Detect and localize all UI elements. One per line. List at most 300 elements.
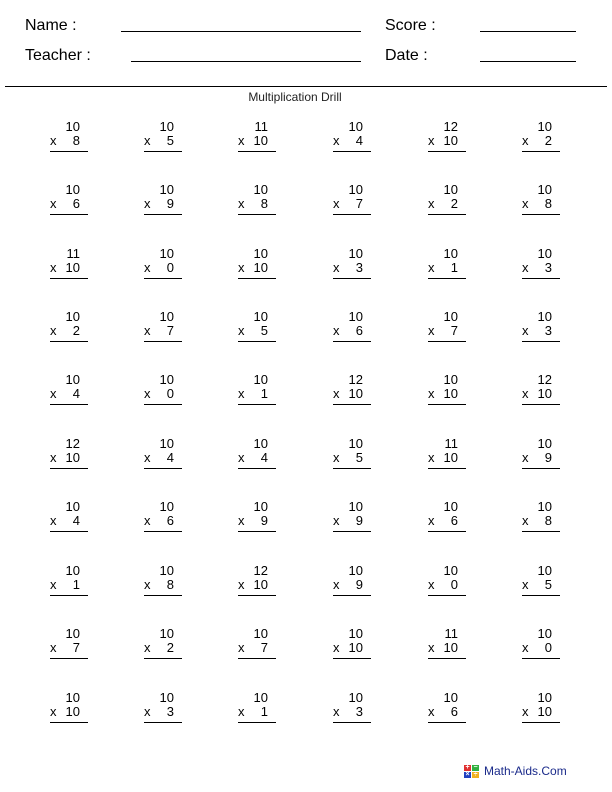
answer-line[interactable] bbox=[428, 658, 466, 659]
answer-line[interactable] bbox=[428, 341, 466, 342]
multiplier: 9 bbox=[355, 577, 363, 592]
multiplier: 0 bbox=[166, 386, 174, 401]
date-label: Date : bbox=[385, 47, 428, 64]
operator: x bbox=[144, 450, 151, 465]
answer-line[interactable] bbox=[50, 468, 88, 469]
operator: x bbox=[333, 704, 340, 719]
answer-line[interactable] bbox=[333, 214, 371, 215]
answer-line[interactable] bbox=[428, 722, 466, 723]
answer-line[interactable] bbox=[522, 151, 560, 152]
plus-icon: + bbox=[465, 763, 470, 771]
problem bbox=[428, 183, 466, 215]
problem bbox=[144, 120, 182, 152]
multiplicand: 10 bbox=[537, 119, 552, 134]
problem bbox=[428, 120, 466, 152]
score-field-line[interactable] bbox=[480, 31, 576, 32]
answer-line[interactable] bbox=[238, 595, 276, 596]
problem bbox=[144, 627, 182, 659]
multiplicand: 10 bbox=[159, 626, 174, 641]
problem bbox=[428, 627, 466, 659]
operator: x bbox=[428, 513, 435, 528]
problem bbox=[50, 627, 88, 659]
multiplicand: 10 bbox=[159, 309, 174, 324]
multiplier: 5 bbox=[544, 577, 552, 592]
multiplicand: 10 bbox=[159, 499, 174, 514]
multiplicand: 10 bbox=[443, 182, 458, 197]
problem bbox=[522, 183, 560, 215]
multiplicand: 11 bbox=[444, 436, 458, 451]
operator: x bbox=[522, 450, 529, 465]
multiplier: 10 bbox=[253, 133, 268, 148]
answer-line[interactable] bbox=[238, 722, 276, 723]
operator: x bbox=[144, 513, 151, 528]
multiplier: 2 bbox=[450, 196, 458, 211]
answer-line[interactable] bbox=[50, 214, 88, 215]
multiplier: 0 bbox=[450, 577, 458, 592]
multiplier: 9 bbox=[260, 513, 268, 528]
answer-line[interactable] bbox=[144, 404, 182, 405]
problem bbox=[50, 247, 88, 279]
answer-line[interactable] bbox=[333, 341, 371, 342]
answer-line[interactable] bbox=[333, 404, 371, 405]
multiplier: 6 bbox=[450, 513, 458, 528]
multiplicand: 11 bbox=[66, 246, 80, 261]
multiplier: 7 bbox=[355, 196, 363, 211]
problem bbox=[238, 437, 276, 469]
answer-line[interactable] bbox=[428, 404, 466, 405]
problem bbox=[333, 310, 371, 342]
multiplier: 8 bbox=[544, 513, 552, 528]
operator: x bbox=[522, 577, 529, 592]
answer-line[interactable] bbox=[522, 278, 560, 279]
answer-line[interactable] bbox=[238, 214, 276, 215]
operator: x bbox=[333, 386, 340, 401]
problem bbox=[238, 310, 276, 342]
date-field-line[interactable] bbox=[480, 61, 576, 62]
problem bbox=[50, 373, 88, 405]
answer-line[interactable] bbox=[50, 722, 88, 723]
footer-brand bbox=[464, 764, 567, 778]
multiplicand: 10 bbox=[443, 309, 458, 324]
multiplicand: 10 bbox=[348, 246, 363, 261]
multiplicand: 10 bbox=[348, 690, 363, 705]
answer-line[interactable] bbox=[522, 404, 560, 405]
multiplier: 7 bbox=[72, 640, 80, 655]
operator: x bbox=[144, 323, 151, 338]
multiplicand: 10 bbox=[159, 690, 174, 705]
multiplier: 8 bbox=[166, 577, 174, 592]
answer-line[interactable] bbox=[522, 468, 560, 469]
answer-line[interactable] bbox=[50, 341, 88, 342]
multiplicand: 10 bbox=[537, 309, 552, 324]
operator: x bbox=[333, 577, 340, 592]
answer-line[interactable] bbox=[428, 468, 466, 469]
multiplier: 4 bbox=[72, 386, 80, 401]
answer-line[interactable] bbox=[333, 722, 371, 723]
multiplier: 2 bbox=[72, 323, 80, 338]
multiplier: 9 bbox=[166, 196, 174, 211]
problem bbox=[144, 691, 182, 723]
operator: x bbox=[238, 386, 245, 401]
answer-line[interactable] bbox=[333, 595, 371, 596]
answer-line[interactable] bbox=[50, 531, 88, 532]
multiplier: 7 bbox=[450, 323, 458, 338]
multiplicand: 10 bbox=[253, 626, 268, 641]
operator: x bbox=[238, 513, 245, 528]
answer-line[interactable] bbox=[144, 151, 182, 152]
multiplicand: 10 bbox=[65, 372, 80, 387]
multiplicand: 10 bbox=[348, 499, 363, 514]
problem bbox=[522, 120, 560, 152]
problem bbox=[50, 564, 88, 596]
problem bbox=[333, 247, 371, 279]
problem bbox=[144, 500, 182, 532]
answer-line[interactable] bbox=[522, 341, 560, 342]
operator: x bbox=[333, 260, 340, 275]
multiplier: 10 bbox=[537, 386, 552, 401]
multiplier: 10 bbox=[443, 450, 458, 465]
operator: x bbox=[522, 196, 529, 211]
operator: x bbox=[50, 450, 57, 465]
multiplicand: 10 bbox=[159, 563, 174, 578]
problem bbox=[50, 183, 88, 215]
answer-line[interactable] bbox=[144, 531, 182, 532]
operator: x bbox=[50, 386, 57, 401]
multiplicand: 10 bbox=[348, 119, 363, 134]
answer-line[interactable] bbox=[50, 278, 88, 279]
problem bbox=[238, 183, 276, 215]
multiplier: 10 bbox=[65, 260, 80, 275]
multiplier: 4 bbox=[355, 133, 363, 148]
operator: x bbox=[50, 513, 57, 528]
name-label: Name : bbox=[25, 17, 77, 34]
answer-line[interactable] bbox=[522, 595, 560, 596]
multiplicand: 10 bbox=[537, 690, 552, 705]
problem bbox=[144, 183, 182, 215]
operator: x bbox=[522, 704, 529, 719]
multiplier: 3 bbox=[544, 323, 552, 338]
answer-line[interactable] bbox=[238, 341, 276, 342]
multiplicand: 10 bbox=[537, 182, 552, 197]
problem bbox=[238, 564, 276, 596]
operator: x bbox=[522, 513, 529, 528]
answer-line[interactable] bbox=[428, 278, 466, 279]
answer-line[interactable] bbox=[238, 468, 276, 469]
answer-line[interactable] bbox=[144, 468, 182, 469]
operator: x bbox=[144, 640, 151, 655]
answer-line[interactable] bbox=[333, 531, 371, 532]
operator: x bbox=[428, 133, 435, 148]
multiplicand: 12 bbox=[65, 436, 80, 451]
operator: x bbox=[238, 704, 245, 719]
multiplicand: 10 bbox=[65, 690, 80, 705]
answer-line[interactable] bbox=[333, 278, 371, 279]
answer-line[interactable] bbox=[238, 278, 276, 279]
multiplier: 5 bbox=[166, 133, 174, 148]
operator: x bbox=[144, 577, 151, 592]
multiplicand: 10 bbox=[253, 182, 268, 197]
operator: x bbox=[333, 640, 340, 655]
multiplier: 3 bbox=[544, 260, 552, 275]
multiplicand: 10 bbox=[348, 436, 363, 451]
answer-line[interactable] bbox=[50, 404, 88, 405]
answer-line[interactable] bbox=[50, 595, 88, 596]
multiplier: 6 bbox=[450, 704, 458, 719]
operator: x bbox=[238, 133, 245, 148]
answer-line[interactable] bbox=[144, 341, 182, 342]
answer-line[interactable] bbox=[522, 214, 560, 215]
problem bbox=[428, 691, 466, 723]
multiplier: 8 bbox=[260, 196, 268, 211]
answer-line[interactable] bbox=[144, 722, 182, 723]
multiplicand: 10 bbox=[537, 436, 552, 451]
problem bbox=[144, 247, 182, 279]
multiplicand: 10 bbox=[253, 436, 268, 451]
minus-icon: − bbox=[473, 763, 478, 771]
multiplier: 4 bbox=[260, 450, 268, 465]
multiplier: 9 bbox=[355, 513, 363, 528]
operator: x bbox=[238, 640, 245, 655]
multiplicand: 10 bbox=[65, 626, 80, 641]
answer-line[interactable] bbox=[144, 278, 182, 279]
multiplier: 6 bbox=[166, 513, 174, 528]
operator: x bbox=[144, 704, 151, 719]
operator: x bbox=[522, 386, 529, 401]
multiplier: 2 bbox=[544, 133, 552, 148]
multiplier: 3 bbox=[355, 704, 363, 719]
teacher-field-line[interactable] bbox=[131, 61, 361, 62]
operator: x bbox=[238, 196, 245, 211]
multiplier: 10 bbox=[443, 133, 458, 148]
multiplicand: 10 bbox=[65, 499, 80, 514]
multiplier: 3 bbox=[166, 704, 174, 719]
problem bbox=[333, 437, 371, 469]
problem bbox=[428, 310, 466, 342]
multiplicand: 10 bbox=[253, 246, 268, 261]
problem bbox=[333, 691, 371, 723]
multiplicand: 10 bbox=[537, 246, 552, 261]
operator: x bbox=[333, 133, 340, 148]
operator: x bbox=[428, 450, 435, 465]
multiplier: 5 bbox=[260, 323, 268, 338]
multiplicand: 10 bbox=[348, 182, 363, 197]
multiplier: 0 bbox=[166, 260, 174, 275]
answer-line[interactable] bbox=[144, 595, 182, 596]
multiplicand: 10 bbox=[159, 436, 174, 451]
operator: x bbox=[428, 196, 435, 211]
operator: x bbox=[238, 450, 245, 465]
multiplier: 10 bbox=[65, 704, 80, 719]
operator: x bbox=[428, 386, 435, 401]
answer-line[interactable] bbox=[333, 658, 371, 659]
multiplier: 4 bbox=[72, 513, 80, 528]
multiplier: 0 bbox=[544, 640, 552, 655]
multiplier: 10 bbox=[537, 704, 552, 719]
operator: x bbox=[428, 640, 435, 655]
answer-line[interactable] bbox=[428, 214, 466, 215]
operator: x bbox=[522, 133, 529, 148]
multiplier: 10 bbox=[65, 450, 80, 465]
answer-line[interactable] bbox=[333, 151, 371, 152]
problem bbox=[333, 120, 371, 152]
answer-line[interactable] bbox=[238, 404, 276, 405]
answer-line[interactable] bbox=[50, 658, 88, 659]
multiplier: 10 bbox=[348, 640, 363, 655]
divide-icon: ÷ bbox=[473, 770, 478, 778]
problem bbox=[428, 500, 466, 532]
multiplier: 10 bbox=[443, 640, 458, 655]
answer-line[interactable] bbox=[144, 658, 182, 659]
multiplicand: 10 bbox=[159, 182, 174, 197]
multiplier: 6 bbox=[355, 323, 363, 338]
score-label: Score : bbox=[385, 17, 436, 34]
name-field-line[interactable] bbox=[121, 31, 361, 32]
problem bbox=[144, 564, 182, 596]
answer-line[interactable] bbox=[333, 468, 371, 469]
multiplicand: 12 bbox=[537, 372, 552, 387]
problem bbox=[522, 691, 560, 723]
answer-line[interactable] bbox=[238, 151, 276, 152]
problem bbox=[50, 310, 88, 342]
multiplicand: 10 bbox=[348, 626, 363, 641]
multiplicand: 10 bbox=[537, 499, 552, 514]
multiplicand: 10 bbox=[443, 246, 458, 261]
multiplier: 1 bbox=[450, 260, 458, 275]
answer-line[interactable] bbox=[428, 531, 466, 532]
operator: x bbox=[333, 450, 340, 465]
problem bbox=[238, 373, 276, 405]
multiplicand: 10 bbox=[348, 563, 363, 578]
problem bbox=[428, 247, 466, 279]
multiplier: 1 bbox=[260, 386, 268, 401]
answer-line[interactable] bbox=[238, 658, 276, 659]
answer-line[interactable] bbox=[522, 722, 560, 723]
multiplier: 9 bbox=[544, 450, 552, 465]
multiplicand: 10 bbox=[443, 563, 458, 578]
multiplicand: 10 bbox=[253, 690, 268, 705]
multiplicand: 12 bbox=[443, 119, 458, 134]
multiplicand: 12 bbox=[253, 563, 268, 578]
problem bbox=[333, 627, 371, 659]
multiplicand: 10 bbox=[65, 119, 80, 134]
multiplicand: 10 bbox=[159, 119, 174, 134]
math-aids-logo-icon bbox=[464, 765, 479, 778]
answer-line[interactable] bbox=[428, 151, 466, 152]
multiplier: 6 bbox=[72, 196, 80, 211]
problem bbox=[522, 437, 560, 469]
problem bbox=[522, 564, 560, 596]
multiplicand: 10 bbox=[253, 372, 268, 387]
multiplicand: 12 bbox=[348, 372, 363, 387]
problem bbox=[238, 120, 276, 152]
problem bbox=[522, 310, 560, 342]
operator: x bbox=[50, 640, 57, 655]
operator: x bbox=[238, 323, 245, 338]
operator: x bbox=[428, 260, 435, 275]
operator: x bbox=[333, 323, 340, 338]
multiplicand: 10 bbox=[65, 563, 80, 578]
multiplier: 7 bbox=[166, 323, 174, 338]
operator: x bbox=[50, 260, 57, 275]
multiplier: 10 bbox=[253, 577, 268, 592]
multiplicand: 10 bbox=[537, 563, 552, 578]
multiplier: 8 bbox=[544, 196, 552, 211]
header-divider bbox=[5, 86, 607, 87]
problem bbox=[238, 627, 276, 659]
problem bbox=[238, 247, 276, 279]
teacher-label: Teacher : bbox=[25, 47, 91, 64]
answer-line[interactable] bbox=[238, 531, 276, 532]
operator: x bbox=[238, 260, 245, 275]
multiplicand: 10 bbox=[65, 182, 80, 197]
multiplicand: 10 bbox=[159, 372, 174, 387]
operator: x bbox=[144, 133, 151, 148]
problem bbox=[522, 500, 560, 532]
problem bbox=[144, 373, 182, 405]
problem bbox=[333, 564, 371, 596]
answer-line[interactable] bbox=[428, 595, 466, 596]
multiplicand: 10 bbox=[443, 372, 458, 387]
problem bbox=[428, 437, 466, 469]
problem bbox=[50, 437, 88, 469]
operator: x bbox=[144, 196, 151, 211]
problem bbox=[50, 691, 88, 723]
multiplier: 7 bbox=[260, 640, 268, 655]
answer-line[interactable] bbox=[522, 531, 560, 532]
problem bbox=[333, 500, 371, 532]
problem bbox=[428, 564, 466, 596]
multiplier: 3 bbox=[355, 260, 363, 275]
multiplier: 2 bbox=[166, 640, 174, 655]
multiplicand: 11 bbox=[444, 626, 458, 641]
operator: x bbox=[50, 196, 57, 211]
operator: x bbox=[428, 704, 435, 719]
multiplicand: 10 bbox=[443, 690, 458, 705]
multiplier: 1 bbox=[72, 577, 80, 592]
answer-line[interactable] bbox=[50, 151, 88, 152]
multiplicand: 11 bbox=[254, 119, 268, 134]
multiplicand: 10 bbox=[253, 499, 268, 514]
multiplicand: 10 bbox=[537, 626, 552, 641]
answer-line[interactable] bbox=[144, 214, 182, 215]
multiplier: 10 bbox=[253, 260, 268, 275]
answer-line[interactable] bbox=[522, 658, 560, 659]
multiplicand: 10 bbox=[65, 309, 80, 324]
operator: x bbox=[50, 577, 57, 592]
brand-name: Math-Aids.Com bbox=[484, 764, 567, 778]
operator: x bbox=[522, 323, 529, 338]
multiplicand: 10 bbox=[443, 499, 458, 514]
problem bbox=[522, 373, 560, 405]
operator: x bbox=[144, 260, 151, 275]
worksheet-title: Multiplication Drill bbox=[248, 90, 342, 104]
problem bbox=[50, 120, 88, 152]
problem bbox=[522, 627, 560, 659]
operator: x bbox=[238, 577, 245, 592]
multiplier: 10 bbox=[443, 386, 458, 401]
problem bbox=[238, 691, 276, 723]
problem bbox=[144, 310, 182, 342]
operator: x bbox=[522, 640, 529, 655]
multiplier: 10 bbox=[348, 386, 363, 401]
operator: x bbox=[522, 260, 529, 275]
problem bbox=[144, 437, 182, 469]
operator: x bbox=[428, 323, 435, 338]
operator: x bbox=[428, 577, 435, 592]
operator: x bbox=[144, 386, 151, 401]
problem bbox=[428, 373, 466, 405]
problem bbox=[333, 183, 371, 215]
